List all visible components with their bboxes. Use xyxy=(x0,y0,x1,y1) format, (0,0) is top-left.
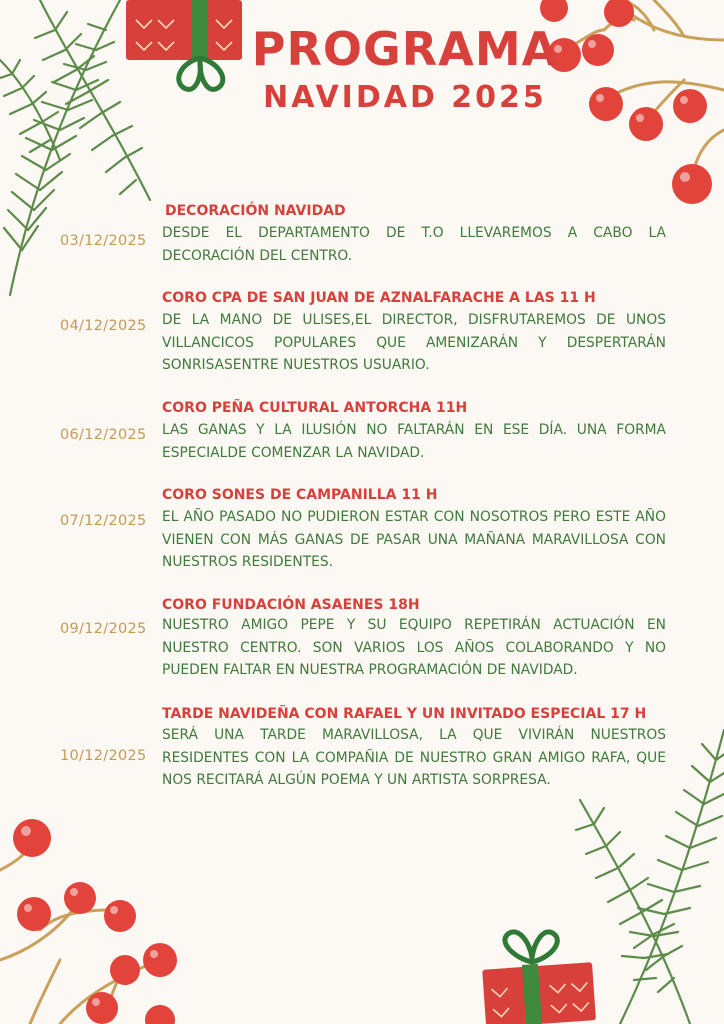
event-date: 04/12/2025 xyxy=(60,318,147,334)
page-subtitle: NAVIDAD 2025 xyxy=(263,80,547,115)
event-description: LAS GANAS Y LA ILUSIÓN NO FALTARÁN EN ESE DÍA. UNA FORMA ESPECIALDE COMENZAR LA NAVIDAD. xyxy=(162,422,666,461)
event-date: 10/12/2025 xyxy=(60,748,147,764)
gift-box-icon xyxy=(122,0,248,96)
event-description: NUESTRO AMIGO PEPE Y SU EQUIPO REPETIRÁN ACTUACIÓN EN NUESTRO CENTRO. SON VARIOS LOS AÑOS COLABORANDO Y NO PUEDEN FALTAR EN NUESTRA PROGRAMACIÓN DE NAVIDAD. xyxy=(162,617,666,678)
event-description: DE LA MANO DE ULISES,EL DIRECTOR, DISFRUTAREMOS DE UNOS VILLANCICOS POPULARES QUE AMENIZARÁN Y DESPERTARÁN SONRISASENTRE NUESTROS USUARIO. xyxy=(162,312,666,373)
gift-box-icon xyxy=(478,928,598,1024)
event-title: CORO PEÑA CULTURAL ANTORCHA 11H xyxy=(162,400,468,416)
event-date: 07/12/2025 xyxy=(60,513,147,529)
event-description: EL AÑO PASADO NO PUDIERON ESTAR CON NOSOTROS PERO ESTE AÑO VIENEN CON MÁS GANAS DE PASAR UNA MAÑANA MARAVILLOSA CON NUESTROS RESIDENTES. xyxy=(162,509,666,570)
event-date: 03/12/2025 xyxy=(60,233,147,249)
event-title: CORO SONES DE CAMPANILLA 11 H xyxy=(162,487,438,503)
page-title: PROGRAMA xyxy=(251,22,559,76)
event-title: CORO FUNDACIÓN ASAENES 18H xyxy=(162,597,420,613)
event-date: 06/12/2025 xyxy=(60,427,147,443)
event-title: DECORACIÓN NAVIDAD xyxy=(165,203,346,219)
event-description: SERÁ UNA TARDE MARAVILLOSA, LA QUE VIVIRÁN NUESTROS RESIDENTES CON LA COMPAÑIA DE NUESTRO GRAN AMIGO RAFA, QUE NOS RECITARÁ ALGÚN POEMA Y UN ARTISTA SORPRESA. xyxy=(162,727,666,788)
event-date: 09/12/2025 xyxy=(60,621,147,637)
red-berries-icon xyxy=(0,810,200,1024)
event-description: DESDE EL DEPARTAMENTO DE T.O LLEVAREMOS A CABO LA DECORACIÓN DEL CENTRO. xyxy=(162,225,666,264)
event-title: CORO CPA DE SAN JUAN DE AZNALFARACHE A LAS 11 H xyxy=(162,290,596,306)
event-title: TARDE NAVIDEÑA CON RAFAEL Y UN INVITADO ESPECIAL 17 H xyxy=(162,706,647,722)
red-berries-icon xyxy=(534,0,724,220)
